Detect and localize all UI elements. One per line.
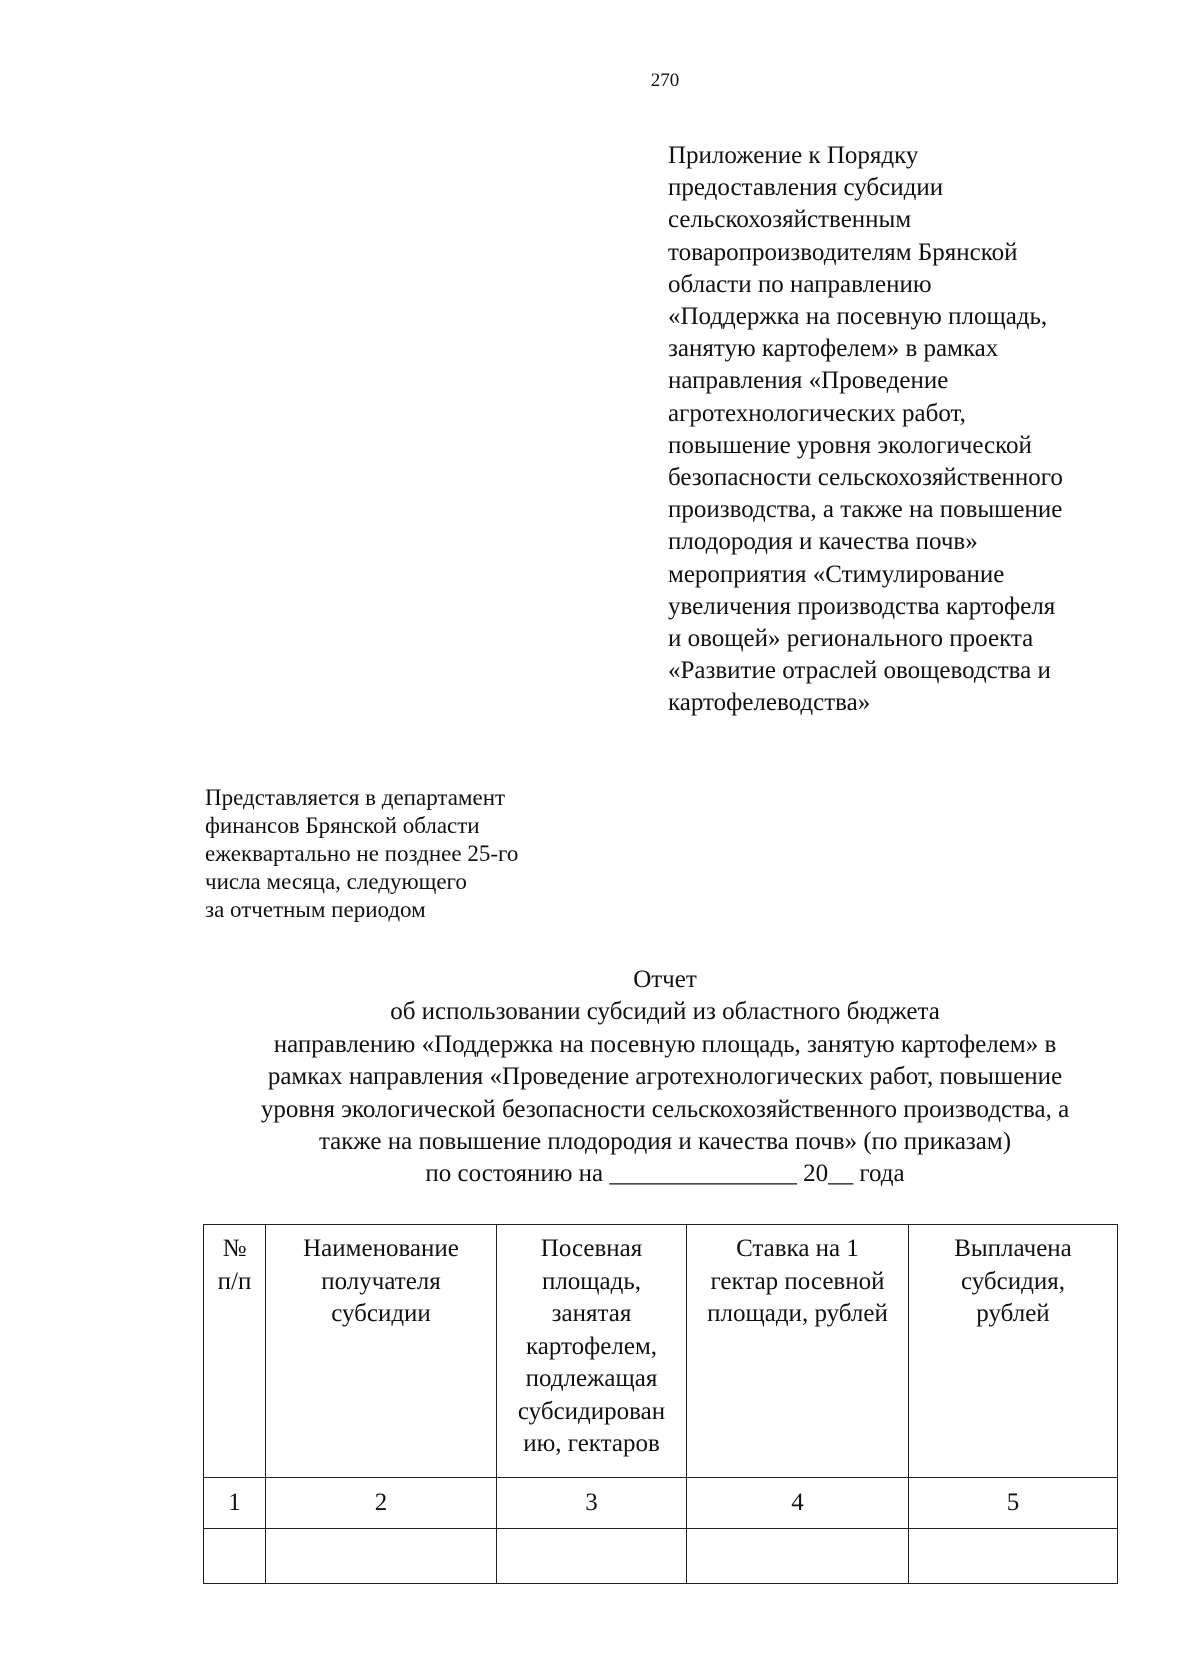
header-line: № <box>222 1235 247 1262</box>
header-line: подлежащая <box>525 1365 658 1392</box>
submission-line: Представляется в департамент <box>205 785 506 810</box>
column-number-cell: 2 <box>266 1478 497 1529</box>
header-line: субсидирован <box>517 1397 666 1425</box>
header-line: Выплачена <box>954 1235 1072 1262</box>
table-cell <box>497 1529 687 1584</box>
column-header-paid <box>909 1225 1118 1478</box>
appendix-line: мероприятия «Стимулирование <box>668 560 1005 588</box>
column-number-row <box>204 1478 1118 1529</box>
report-title <box>150 964 1180 1191</box>
appendix-line: и овощей» регионального проекта <box>668 625 1034 653</box>
column-header-rate <box>687 1225 909 1478</box>
column-header-number <box>204 1225 266 1478</box>
appendix-line: агротехнологических работ, <box>668 399 966 427</box>
page-number: 270 <box>650 70 680 91</box>
appendix-line: увеличения производства картофеля <box>668 592 1056 620</box>
header-line: Наименование <box>303 1235 459 1262</box>
appendix-line: плодородия и качества почв» <box>668 528 978 556</box>
report-date-line: по состоянию на _______________ 20__ года <box>425 1160 905 1188</box>
table-cell <box>266 1529 497 1584</box>
appendix-line: Приложение к Порядку <box>668 142 919 169</box>
submission-line: числа месяца, следующего <box>205 869 467 894</box>
header-line: получателя <box>321 1267 441 1295</box>
header-line: занятая <box>551 1300 632 1327</box>
report-heading: Отчет <box>633 966 697 993</box>
header-line: Посевная <box>540 1235 643 1262</box>
table-header-row <box>204 1225 1118 1478</box>
appendix-line: картофелеводства» <box>668 689 871 717</box>
header-line: Ставка на 1 <box>736 1235 859 1262</box>
column-number-cell: 3 <box>497 1478 687 1529</box>
header-line: ию, гектаров <box>523 1430 660 1457</box>
column-header-recipient <box>266 1225 497 1478</box>
report-title-line: об использовании субсидий из областного бюджета <box>390 998 940 1026</box>
header-line: площадь, <box>541 1267 642 1295</box>
report-title-line: направлению «Поддержка на посевную площадь, занятую картофелем» в <box>273 1030 1057 1058</box>
appendix-header <box>668 140 1168 720</box>
appendix-line: занятую картофелем» в рамках <box>668 335 999 363</box>
appendix-line: «Поддержка на посевную площадь, <box>668 303 1048 331</box>
table-cell <box>687 1529 909 1584</box>
header-line: п/п <box>217 1267 252 1295</box>
submission-line: ежеквартально не позднее 25-го <box>205 841 519 866</box>
table-cell <box>204 1529 266 1584</box>
report-title-line: также на повышение плодородия и качества почв» (по приказам) <box>318 1128 1012 1156</box>
appendix-line: области по направлению <box>668 270 932 298</box>
column-header-area <box>497 1225 687 1478</box>
submission-note <box>205 784 625 924</box>
appendix-line: безопасности сельскохозяйственного <box>668 464 1063 492</box>
appendix-line: повышение уровня экологической <box>668 431 1032 459</box>
column-number-cell: 5 <box>909 1478 1118 1529</box>
table-row <box>204 1529 1118 1584</box>
header-line: картофелем, <box>525 1332 658 1360</box>
header-line: рублей <box>976 1300 1050 1327</box>
submission-line: финансов Брянской области <box>205 813 480 838</box>
appendix-line: производства, а также на повышение <box>668 496 1063 524</box>
report-title-line: рамках направления «Проведение агротехнологических работ, повышение <box>267 1063 1063 1091</box>
appendix-line: предоставления субсидии <box>668 174 944 202</box>
report-table <box>203 1224 1118 1584</box>
appendix-line: товаропроизводителям Брянской <box>668 238 1018 266</box>
column-number-cell: 1 <box>204 1478 266 1529</box>
appendix-line: «Развитие отраслей овощеводства и <box>668 657 1051 685</box>
appendix-line: сельскохозяйственным <box>668 206 912 234</box>
appendix-line: направления «Проведение <box>668 367 949 395</box>
header-line: гектар посевной <box>710 1267 885 1295</box>
header-line: площади, рублей <box>707 1300 888 1327</box>
table-cell <box>909 1529 1118 1584</box>
report-title-line: уровня экологической безопасности сельскохозяйственного производства, а <box>260 1095 1070 1123</box>
submission-line: за отчетным периодом <box>205 897 426 922</box>
column-number-cell: 4 <box>687 1478 909 1529</box>
header-line: субсидии <box>331 1300 431 1327</box>
header-line: субсидия, <box>961 1267 1065 1295</box>
